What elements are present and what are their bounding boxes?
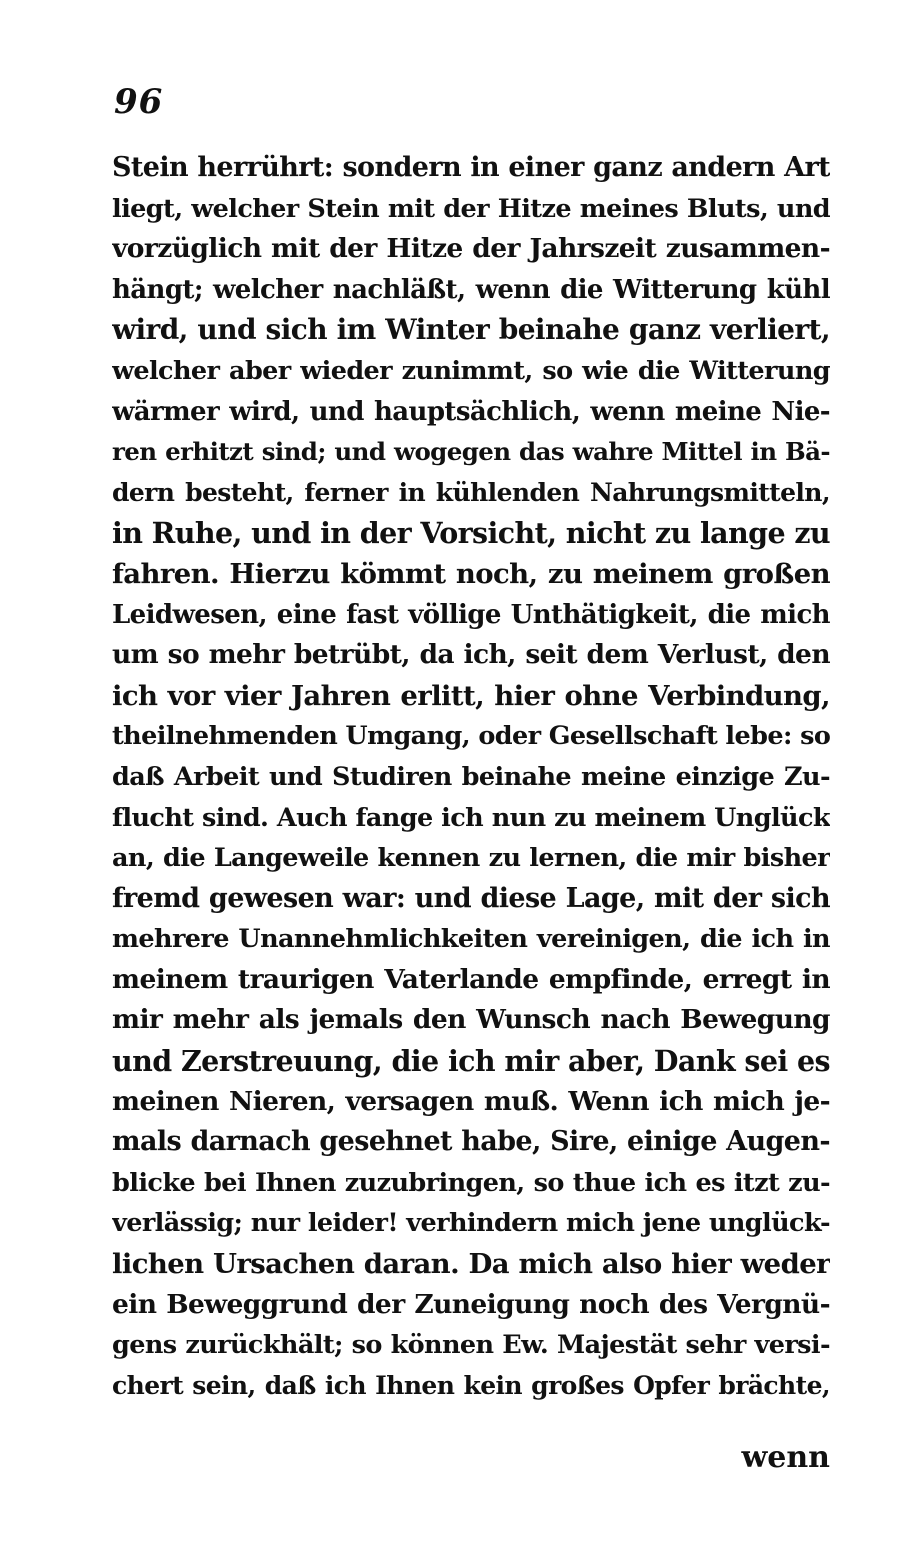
text-line: fremd gewesen war: und diese Lage, mit der sich (112, 882, 830, 914)
body-text (112, 148, 830, 1406)
text-line: lichen Ursachen daran. Da mich also hier weder (112, 1248, 830, 1281)
text-line: fahren. Hierzu kömmt noch, zu meinem großen (112, 557, 830, 590)
text-line: hängt; welcher nachläßt, wenn die Witterung kühl (112, 274, 830, 305)
page-number: 96 (114, 82, 164, 122)
text-line: verlässig; nur leider! verhindern mich jene unglück- (112, 1208, 830, 1239)
text-line: daß Arbeit und Studiren beinahe meine einzige Zu- (112, 761, 830, 792)
text-line: mehrere Unannehmlichkeiten vereinigen, die ich in (112, 924, 830, 955)
text-line: flucht sind. Auch fange ich nun zu meinem Unglück (112, 802, 830, 833)
text-line: um so mehr betrübt, da ich, seit dem Verlust, den (112, 639, 830, 671)
text-line: in Ruhe, und in der Vorsicht, nicht zu lange zu (112, 516, 830, 551)
text-line: Stein herrührt: sondern in einer ganz andern Art (112, 152, 830, 183)
text-line: ren erhitzt sind; und wogegen das wahre Mittel in Bä- (112, 437, 830, 467)
text-line: wird, und sich im Winter beinahe ganz verliert, (112, 313, 830, 347)
text-line: mir mehr als jemals den Wunsch nach Bewegung (112, 1004, 830, 1036)
text-line: blicke bei Ihnen zuzubringen, so thue ich es itzt zu- (112, 1167, 830, 1198)
text-line: und Zerstreuung, die ich mir aber, Dank sei es (112, 1044, 830, 1079)
text-line: dern besteht, ferner in kühlenden Nahrungsmitteln, (112, 477, 830, 507)
text-line: welcher aber wieder zunimmt, so wie die Witterung (112, 355, 830, 386)
text-line: wärmer wird, und hauptsächlich, wenn meine Nie- (112, 396, 830, 427)
catchword: wenn (741, 1440, 830, 1475)
text-line: ich vor vier Jahren erlitt, hier ohne Verbindung, (112, 679, 830, 712)
text-line: theilnehmenden Umgang, oder Gesellschaft lebe: so (112, 721, 830, 752)
text-line: liegt, welcher Stein mit der Hitze meines Bluts, und (112, 193, 830, 224)
text-line: meinem traurigen Vaterlande empfinde, erregt in (112, 963, 830, 995)
text-line: mals darnach gesehnet habe, Sire, einige Augen- (112, 1126, 830, 1158)
text-line: vorzüglich mit der Hitze der Jahrszeit zusammen- (112, 233, 830, 265)
text-line: gens zurückhält; so können Ew. Majestät sehr versi- (112, 1330, 830, 1361)
text-line: meinen Nieren, versagen muß. Wenn ich mich je- (112, 1085, 830, 1117)
text-line: Leidwesen, eine fast völlige Unthätigkeit, die mich (112, 599, 830, 630)
text-line: ein Beweggrund der Zuneigung noch des Vergnü- (112, 1288, 830, 1320)
text-line: chert sein, daß ich Ihnen kein großes Opfer brächte, (112, 1370, 830, 1400)
text-line: an, die Langeweile kennen zu lernen, die mir bisher (112, 843, 830, 874)
